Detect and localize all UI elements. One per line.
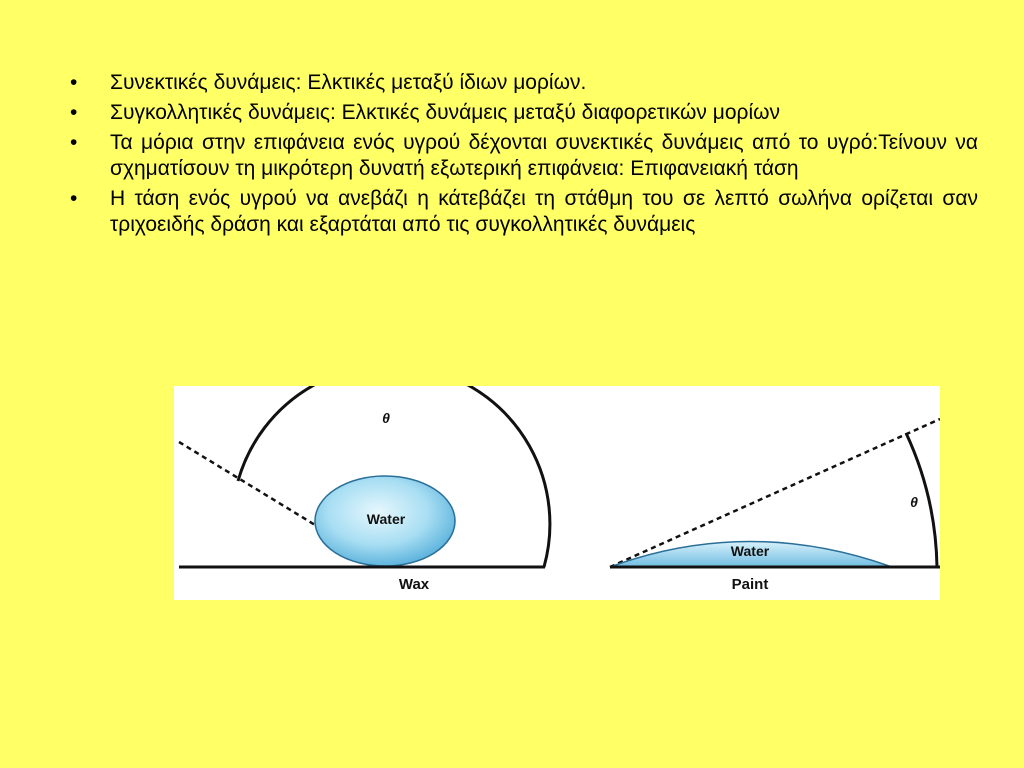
- bullet-symbol: •: [70, 187, 78, 210]
- bullet-capillary-action: [62, 186, 978, 238]
- bullet-surface-tension: [62, 130, 978, 182]
- bullet-list: [62, 70, 978, 242]
- contact-angle-figure: [174, 386, 940, 600]
- drop-label: Water: [730, 543, 770, 559]
- bullet-symbol: •: [70, 131, 78, 154]
- drop-label: Water: [366, 511, 406, 527]
- bullet-symbol: •: [70, 71, 78, 94]
- surface-label: Paint: [731, 576, 769, 593]
- bullet-text: Η τάση ενός υγρού να ανεβάζι η κάτεβάζει τη στάθμη του σε λεπτό σωλήνα ορίζεται σαν τριχοειδής δράση και εξαρτάται από τις συγκολλητικές δυνάμεις: [110, 187, 978, 236]
- bullet-symbol: •: [70, 101, 78, 124]
- bullet-text: Τα μόρια στην επιφάνεια ενός υγρού δέχονται συνεκτικές δυνάμεις από το υγρό:Τείνουν να σχηματίσουν τη μικρότερη δυνατή εξωτερική επιφάνεια: Επιφανειακή τάση: [110, 131, 978, 180]
- contact-angle-diagram: [174, 386, 940, 600]
- angle-label: θ: [382, 410, 390, 426]
- bullet-text: Συνεκτικές δυνάμεις: Ελκτικές μεταξύ ίδιων μορίων.: [110, 71, 587, 94]
- bullet-cohesive-forces: [62, 70, 978, 96]
- bullet-adhesive-forces: [62, 100, 978, 126]
- angle-label: θ: [910, 494, 918, 510]
- bullet-text: Συγκολλητικές δυνάμεις: Ελκτικές δυνάμεις μεταξύ διαφορετικών μορίων: [110, 101, 781, 124]
- surface-label: Wax: [398, 576, 430, 593]
- paint-panel: [610, 419, 940, 593]
- wax-panel: [179, 386, 550, 593]
